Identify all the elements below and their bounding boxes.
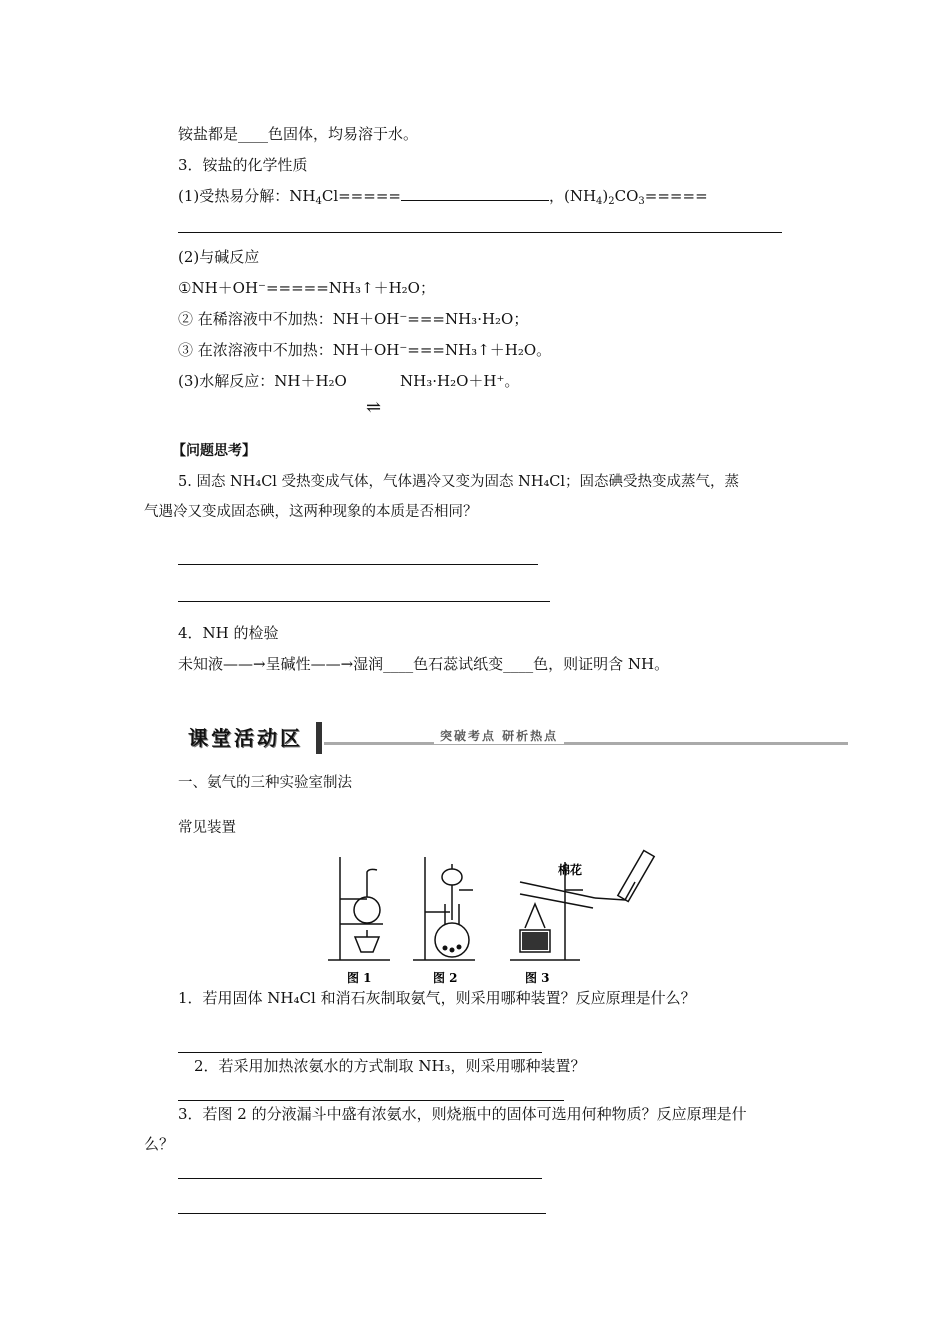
question-5-line-2: 气遇冷又变成固态碘，这两种现象的本质是否相同？ [144, 504, 478, 520]
hydrolysis-left: (3)水解反应：NH＋H₂O [178, 372, 347, 390]
section-3-title: 3．铵盐的化学性质 [178, 156, 308, 174]
fig-cotton-label: 棉花 [558, 863, 583, 877]
equilibrium-icon: ⇌ [366, 397, 382, 418]
banner-rule [324, 742, 848, 745]
fig-label-1: 图 1 [347, 971, 372, 985]
banner-subtitle: 突破考点 研析热点 [434, 727, 564, 744]
section-4-body: 未知液——→呈碱性——→湿润____色石蕊试纸变____色，则证明含 NH。 [178, 655, 670, 673]
answer-line-decomp-2[interactable] [178, 232, 782, 233]
reaction-1: ①NH＋OH⁻=====NH₃↑＋H₂O； [178, 279, 435, 297]
activity-question-3-line-1: 3．若图 2 的分液漏斗中盛有浓氨水，则烧瓶中的固体可选用何种物质？反应原理是什 [178, 1105, 747, 1123]
activity-question-2: 2．若采用加热浓氨水的方式制取 NH₃，则采用哪种装置？ [194, 1057, 586, 1075]
banner-divider [316, 722, 322, 754]
answer-line-aq3-1[interactable] [178, 1178, 542, 1179]
fig-label-3: 图 3 [525, 971, 550, 985]
blank-decomp-1[interactable] [401, 186, 549, 201]
activity-question-3-line-2: 么？ [144, 1135, 175, 1153]
answer-line-aq3-2[interactable] [178, 1213, 546, 1214]
answer-line-q5-2[interactable] [178, 601, 550, 602]
decomp-prefix: (1)受热易分解：NH [178, 187, 316, 205]
decomp-sep: ，(NH [548, 187, 597, 205]
fig-label-2: 图 2 [433, 971, 458, 985]
part-1-title: 一、氨气的三种实验室制法 [178, 775, 352, 791]
answer-line-aq2[interactable] [178, 1100, 564, 1101]
decomp-arrow: ===== [644, 187, 708, 205]
reaction-2: ② 在稀溶液中不加热：NH＋OH⁻===NH₃·H₂O； [178, 310, 529, 328]
section-banner [178, 722, 848, 756]
decomposition-line: (1)受热易分解：$NH_4Cl=====$ ，$(NH_4)_2CO_3=====$ [178, 187, 708, 207]
devices-label: 常见装置 [178, 820, 236, 836]
banner-title: 课堂活动区 [178, 724, 318, 752]
think-title: 【问题思考】 [172, 443, 256, 459]
apparatus-drawing [325, 842, 665, 988]
ammonium-color-line: 铵盐都是____色固体，均易溶于水。 [178, 125, 419, 143]
section-4-title: 4．NH 的检验 [178, 624, 279, 642]
answer-line-aq1[interactable] [178, 1052, 542, 1053]
hydrolysis-right: NH₃·H₂O＋H⁺。 [400, 372, 520, 390]
answer-line-q5-1[interactable] [178, 564, 538, 565]
base-reaction-title: (2)与碱反应 [178, 248, 260, 266]
reaction-3: ③ 在浓溶液中不加热：NH＋OH⁻===NH₃↑＋H₂O。 [178, 341, 552, 359]
decomp-mid: Cl===== [321, 187, 401, 205]
question-5-line-1: 5. 固态 NH₄Cl 受热变成气体，气体遇冷又变为固态 NH₄Cl；固态碘受热变成蒸气，蒸 [178, 474, 740, 490]
decomp-paren: ) [602, 187, 609, 205]
decomp-co: CO [614, 187, 639, 205]
activity-question-1: 1．若用固体 NH₄Cl 和消石灰制取氨气，则采用哪种装置？反应原理是什么？ [178, 989, 696, 1007]
apparatus-figure [325, 842, 665, 988]
